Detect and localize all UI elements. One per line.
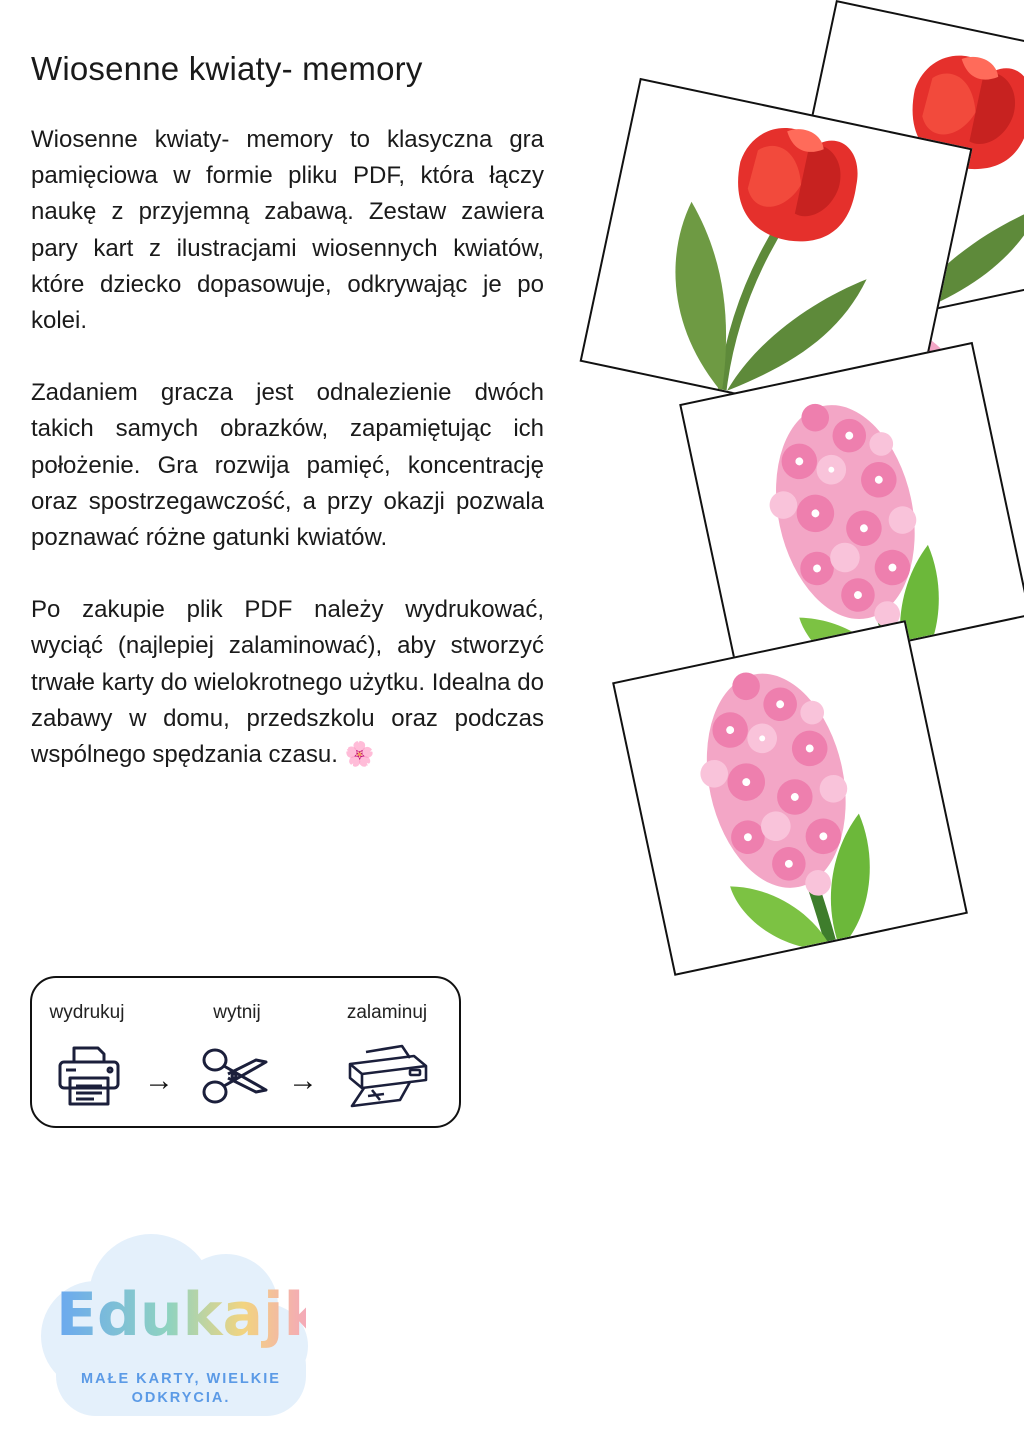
paragraph-intro: Wiosenne kwiaty- memory to klasyczna gra pamięciowa w formie pliku PDF, która łączy naukę z przyjemną zabawą. Zestaw zawiera pary kart z ilustracjami wiosennych kwiatów, które dziecko dopasowuje, odkrywając je po kolei. <box>31 126 544 335</box>
paragraph-gameplay: Zadaniem gracza jest odnalezienie dwóch takich samych obrazków, zapamiętując ich położenie. Gra rozwija pamięć, koncentrację oraz spostrzegawczość, a przy okazji pozwala poznawać różne gatunki kwiatów. <box>31 379 544 552</box>
steps-box <box>30 976 461 1128</box>
step-cut-label: wytnij <box>213 1002 261 1023</box>
step-laminate-label: zalaminuj <box>346 1002 428 1023</box>
memory-card-hyacinth-front <box>612 620 968 976</box>
step-print-label: wydrukuj <box>49 1002 125 1023</box>
page-title: Wiosenne kwiaty- memory <box>31 50 423 87</box>
arrow-2: → <box>288 1064 318 1097</box>
description <box>31 122 544 809</box>
logo-wordmark: Edukajki <box>56 1280 345 1350</box>
arrow-1: → <box>144 1064 174 1097</box>
laminator-icon <box>344 1044 430 1108</box>
paragraph-instructions: Po zakupie plik PDF należy wydrukować, wyciąć (najlepiej zalaminować), aby stworzyć trwałe karty do wielokrotnego użytku. Idealna do zabawy w domu, przedszkolu oraz podczas wspólnego spędzania czasu. 🌸 <box>31 596 544 769</box>
memory-card-hyacinth-middle <box>679 342 1024 678</box>
scissors-icon <box>200 1044 270 1108</box>
logo-slogan: MAŁE KARTY, WIELKIE ODKRYCIA. <box>81 1371 281 1406</box>
printer-icon <box>54 1044 124 1108</box>
edukajki-logo <box>36 1226 345 1426</box>
